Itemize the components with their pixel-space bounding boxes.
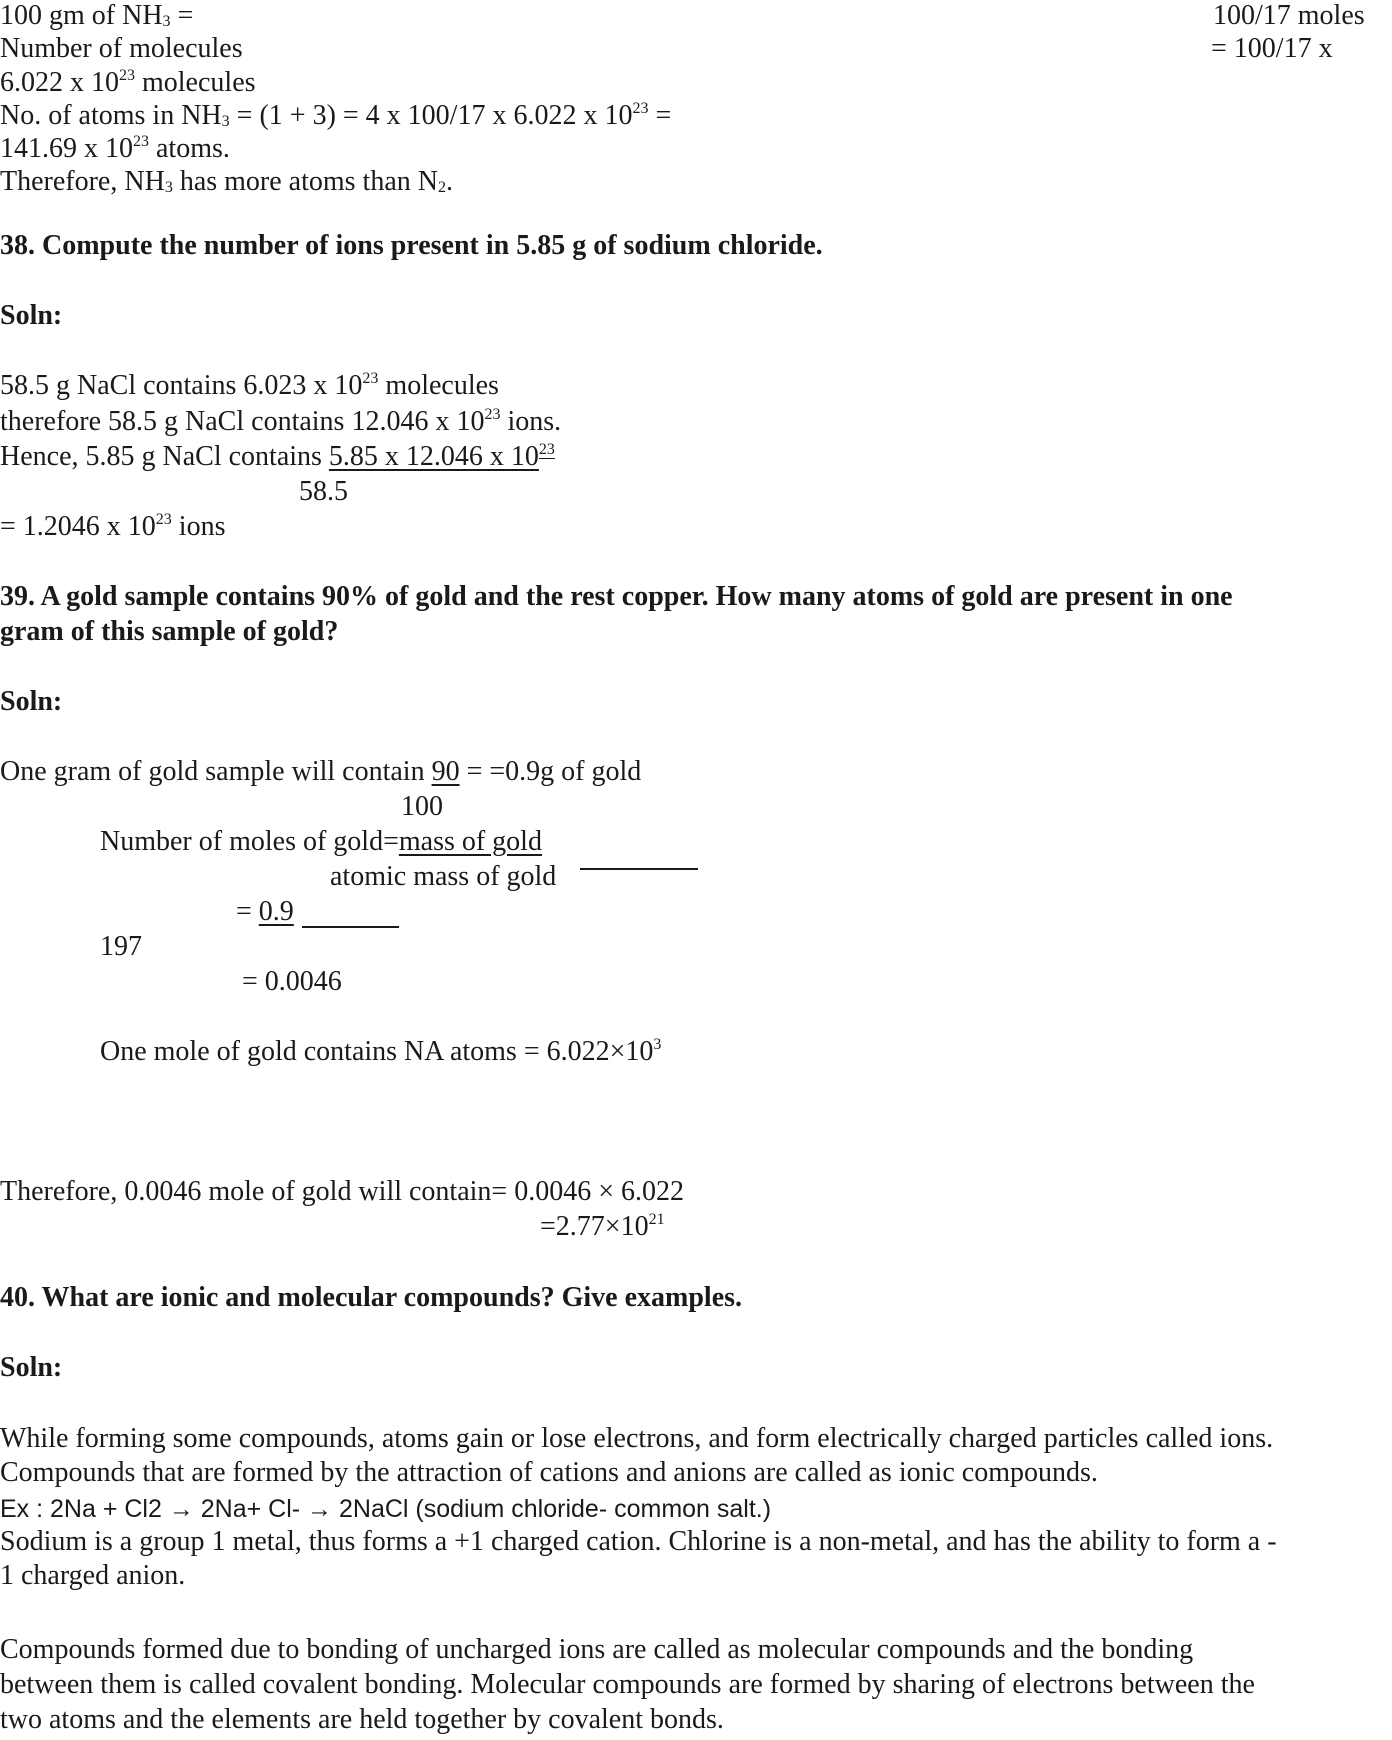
text-run: Soln:	[0, 1352, 63, 1383]
text-run: No. of atoms in NH	[0, 100, 222, 131]
text-line-nh3-moles	[1213, 0, 1365, 32]
text-run: molecules	[135, 67, 256, 98]
text-run: Therefore, NH	[0, 166, 165, 197]
superscript: 23	[119, 67, 135, 84]
text-run: = 0.0046	[242, 966, 342, 997]
text-run: 39. A gold sample contains 90% of gold and the rest copper. How many atoms of gold are present in one	[0, 581, 1233, 612]
text-run: Sodium is a group 1 metal, thus forms a +1 charged cation. Chlorine is a non-metal, and has the ability to form a -	[0, 1526, 1277, 1557]
fraction-rule	[580, 868, 698, 870]
superscript: 23	[133, 133, 149, 150]
text-run: Soln:	[0, 300, 63, 331]
text-run: One mole of gold contains NA atoms = 6.022×10	[100, 1036, 654, 1067]
text-run: two atoms and the elements are held together by covalent bonds.	[0, 1704, 724, 1735]
superscript: 23	[632, 100, 649, 117]
text-run: 100	[401, 791, 443, 822]
text-run: Hence, 5.85 g NaCl contains	[0, 441, 329, 472]
text-line-q39-na	[100, 1036, 661, 1068]
text-line-q38-result	[0, 511, 225, 543]
text-line-q38-l1	[0, 370, 499, 402]
text-run: Number of molecules	[0, 33, 243, 64]
text-line-q40-l3	[0, 1526, 1277, 1558]
superscript: 21	[648, 1211, 665, 1228]
text-line-q39-atomic	[330, 861, 556, 893]
subscript: 3	[162, 13, 171, 30]
text-run: mass of gold	[398, 826, 542, 857]
text-line-nh3-mass	[0, 0, 193, 32]
heading-q39-b	[0, 616, 338, 648]
text-run: Ex : 2Na + Cl2 → 2Na+ Cl- → 2NaCl (sodium chloride- common salt.)	[0, 1495, 772, 1523]
subscript: 3	[164, 179, 173, 196]
text-line-q40-l2	[0, 1457, 1098, 1489]
text-line-q40-l6	[0, 1669, 1255, 1701]
text-run: atoms.	[149, 133, 230, 164]
text-run: = 100/17 x	[1211, 33, 1333, 64]
fraction-rule	[302, 926, 399, 928]
text-line-q39-00046	[242, 966, 342, 998]
text-run: 197	[100, 931, 142, 962]
text-line-q38-l2	[0, 406, 561, 438]
text-run: 90	[431, 756, 460, 787]
text-run: 58.5	[299, 476, 348, 507]
text-line-q40-l7	[0, 1704, 724, 1736]
text-run: =	[648, 100, 672, 131]
superscript: 23	[362, 370, 379, 387]
text-run: Soln:	[0, 686, 63, 717]
text-line-q38-denominator	[299, 476, 348, 508]
text-line-molecules-value	[0, 67, 256, 99]
text-run: =	[170, 0, 194, 31]
superscript: 3	[653, 1036, 662, 1053]
text-run: Therefore, 0.0046 mole of gold will contain= 0.0046 × 6.022	[0, 1176, 685, 1207]
text-line-q39-100	[401, 791, 443, 823]
text-run: Compounds formed due to bonding of uncharged ions are called as molecular compounds and the bonding	[0, 1634, 1194, 1665]
text-run: One gram of gold sample will contain	[0, 756, 432, 787]
text-run: 100 gm of NH	[0, 0, 163, 31]
text-line-q40-ex	[0, 1493, 771, 1525]
subscript: 2	[437, 179, 446, 196]
heading-q40	[0, 1282, 742, 1314]
text-run: Compounds that are formed by the attraction of cations and anions are called as ionic compounds.	[0, 1457, 1098, 1488]
text-line-q39-moles	[100, 826, 542, 858]
text-line-num-molecules	[0, 33, 243, 65]
text-line-nh3-conclusion	[0, 166, 453, 198]
text-run: 5.85 x 12.046 x 10	[328, 441, 539, 472]
text-line-atoms-in-nh3	[0, 100, 671, 132]
text-run: ions.	[500, 406, 562, 437]
text-line-q40-l5	[0, 1634, 1193, 1666]
text-run: atomic mass of gold	[330, 861, 557, 892]
heading-q39-a	[0, 581, 1233, 613]
heading-q40-soln	[0, 1352, 62, 1384]
text-run: has more atoms than N	[172, 166, 438, 197]
text-run: 141.69 x 10	[0, 133, 133, 164]
text-line-q38-l3	[0, 441, 555, 473]
text-run: = =0.9g of gold	[459, 756, 642, 787]
text-run: gram of this sample of gold?	[0, 616, 339, 647]
text-run: 38. Compute the number of ions present in 5.85 g of sodium chloride.	[0, 230, 823, 261]
text-run: 6.022 x 10	[0, 67, 119, 98]
heading-q38	[0, 230, 823, 262]
text-line-q39-therefore	[0, 1176, 684, 1208]
text-run: 0.9	[258, 896, 294, 927]
text-run: ions	[171, 511, 226, 542]
text-run: While forming some compounds, atoms gain or lose electrons, and form electrically charged particles called ions.	[0, 1423, 1274, 1454]
text-run: 1 charged anion.	[0, 1560, 186, 1591]
text-run: between them is called covalent bonding. Molecular compounds are formed by sharing of electrons between the	[0, 1669, 1255, 1700]
text-line-q40-l1	[0, 1423, 1273, 1455]
superscript: 23	[484, 406, 501, 423]
text-line-num-molecules-eq	[1211, 33, 1333, 65]
text-run: 100/17 moles	[1213, 0, 1365, 31]
text-run: Number of moles of gold=	[100, 826, 399, 857]
superscript: 23	[155, 511, 172, 528]
text-line-q40-l4	[0, 1560, 185, 1592]
text-run: =	[236, 896, 259, 927]
text-run: =2.77×10	[540, 1211, 649, 1242]
text-run: 58.5 g NaCl contains 6.023 x 10	[0, 370, 363, 401]
text-run: therefore 58.5 g NaCl contains 12.046 x 10	[0, 406, 485, 437]
text-run: = (1 + 3) = 4 x 100/17 x 6.022 x 10	[229, 100, 633, 131]
text-line-q39-09	[236, 896, 294, 928]
superscript: 23	[538, 441, 555, 458]
heading-q39-soln	[0, 686, 62, 718]
text-run: 40. What are ionic and molecular compounds? Give examples.	[0, 1282, 743, 1313]
text-run: = 1.2046 x 10	[0, 511, 156, 542]
text-run: .	[445, 166, 453, 197]
text-line-atoms-value	[0, 133, 230, 165]
subscript: 3	[221, 113, 230, 130]
heading-q38-soln	[0, 300, 62, 332]
text-line-q39-197	[100, 931, 142, 963]
text-run: molecules	[378, 370, 499, 401]
text-line-q39-l1	[0, 756, 641, 788]
text-line-q39-result	[540, 1211, 665, 1243]
